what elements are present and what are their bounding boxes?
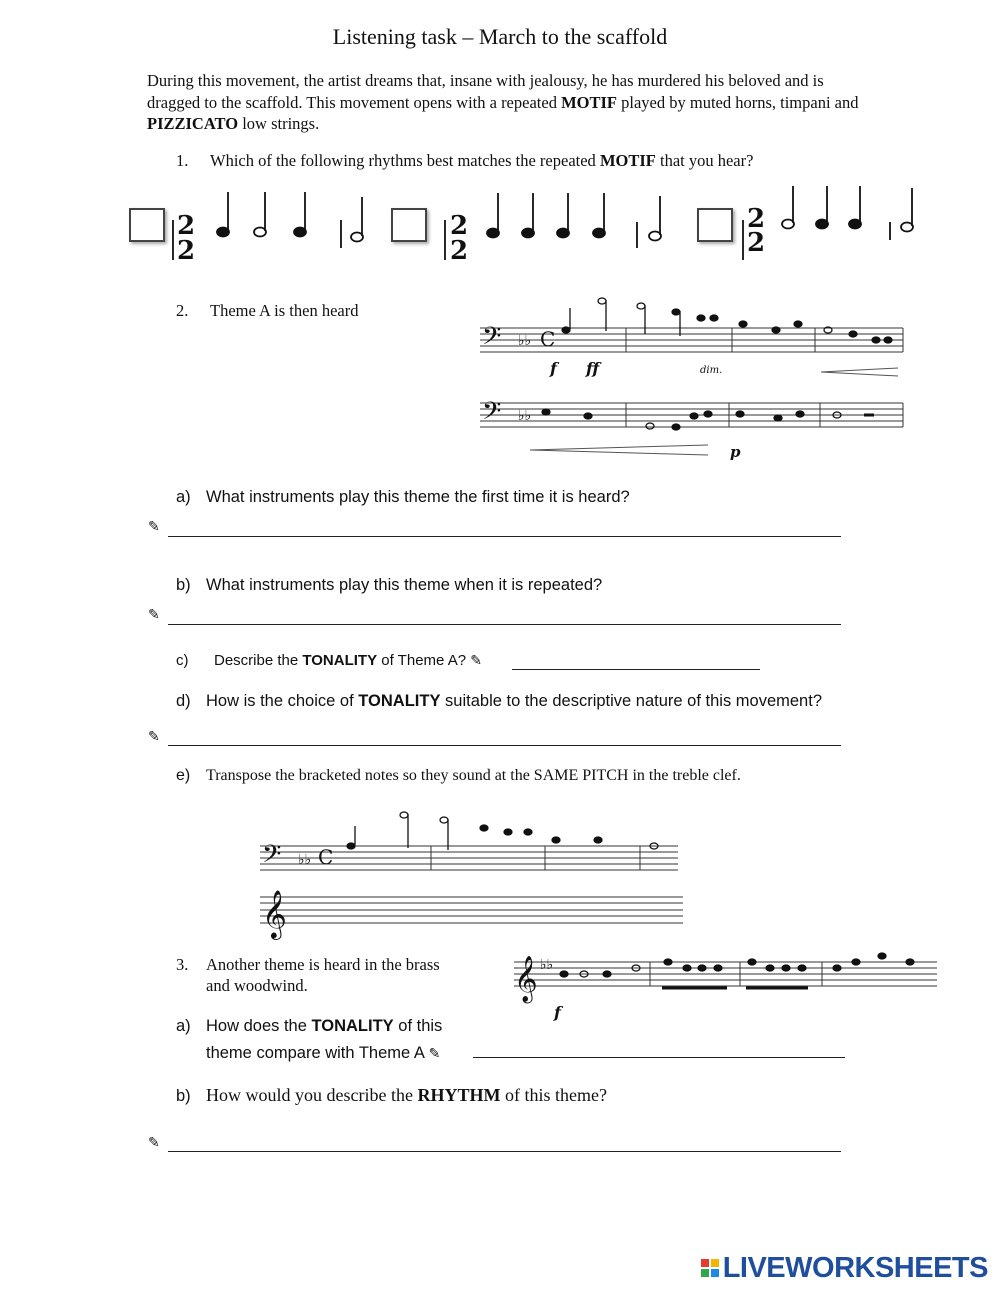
question-3: 3. Another theme is heard in the brass and woodwind. — [176, 955, 440, 995]
question-2d: d) How is the choice of TONALITY suitable to the descriptive nature of this movement? — [176, 692, 822, 710]
question-1: 1. Which of the following rhythms best matches the repeated MOTIF that you hear? — [176, 151, 754, 170]
question-2e: e) Transpose the bracketed notes so they sound at the SAME PITCH in the treble clef. — [176, 767, 741, 784]
svg-text:♭♭: ♭♭ — [518, 408, 532, 424]
answer-line-2b[interactable] — [168, 624, 841, 625]
dynamic-piano: p — [730, 443, 741, 461]
svg-text:♭♭: ♭♭ — [298, 852, 312, 868]
pencil-icon: ✎ — [148, 1135, 160, 1151]
svg-text:♭♭: ♭♭ — [540, 957, 554, 973]
question-2c: c) Describe the TONALITY of Theme A? ✎ — [176, 652, 482, 669]
rhythm-options-notation — [160, 180, 940, 270]
question-3a: a) How does the TONALITY of this theme compare with Theme A ✎ — [176, 1017, 443, 1062]
svg-text:𝄢: 𝄢 — [482, 397, 502, 432]
time-signature-bottom: 2 — [177, 236, 196, 266]
svg-text:𝄢: 𝄢 — [262, 840, 282, 875]
dynamic-diminuendo: dim. — [700, 365, 723, 376]
question-2: 2. Theme A is then heard — [176, 301, 359, 320]
transpose-notation — [258, 800, 688, 945]
pencil-icon: ✎ — [470, 653, 482, 669]
svg-text:𝄢: 𝄢 — [482, 322, 502, 357]
answer-line-2a[interactable] — [168, 536, 841, 537]
question-2a: a) What instruments play this theme the first time it is heard? — [176, 488, 630, 506]
question-3b: b) How would you describe the RHYTHM of this theme? — [176, 1085, 607, 1105]
liveworksheets-logo — [701, 1253, 988, 1283]
brass-theme-notation — [512, 940, 942, 1025]
time-signature-top: 2 — [747, 204, 766, 234]
dynamic-fortissimo: ff — [586, 359, 600, 378]
dynamic-forte: f — [554, 1003, 561, 1022]
time-signature-top: 2 — [177, 211, 196, 241]
answer-line-2d[interactable] — [168, 745, 841, 746]
svg-text:𝄞: 𝄞 — [262, 889, 287, 938]
intro-paragraph: During this movement, the artist dreams that, insane with jealousy, he has murdered his beloved and is dragged to the scaffold. This movement opens with a repeated MOTIF played by muted horns, timpani and PIZZICATO low strings. — [147, 71, 859, 133]
question-2b: b) What instruments play this theme when it is repeated? — [176, 576, 603, 594]
answer-line-2c[interactable] — [512, 669, 760, 670]
pencil-icon: ✎ — [148, 607, 160, 623]
svg-text:♭♭: ♭♭ — [518, 333, 532, 349]
pencil-icon: ✎ — [148, 519, 160, 535]
time-signature-bottom: 2 — [747, 228, 766, 258]
svg-text:𝄞: 𝄞 — [514, 956, 538, 1002]
logo-text: LIVEWORKSHEETS — [722, 1251, 988, 1284]
time-signature-top: 2 — [450, 211, 469, 241]
time-signature-bottom: 2 — [450, 236, 469, 266]
dynamic-forte: f — [550, 359, 557, 378]
answer-line-3b[interactable] — [168, 1151, 841, 1152]
theme-a-notation — [478, 286, 908, 466]
page-title: Listening task – March to the scaffold — [332, 24, 668, 49]
pencil-icon: ✎ — [428, 1046, 441, 1062]
answer-line-3a[interactable] — [473, 1057, 845, 1058]
pencil-icon: ✎ — [148, 729, 160, 745]
svg-text:C: C — [318, 845, 334, 869]
liveworksheets-logo-icon — [701, 1259, 719, 1277]
svg-text:C: C — [540, 327, 556, 351]
